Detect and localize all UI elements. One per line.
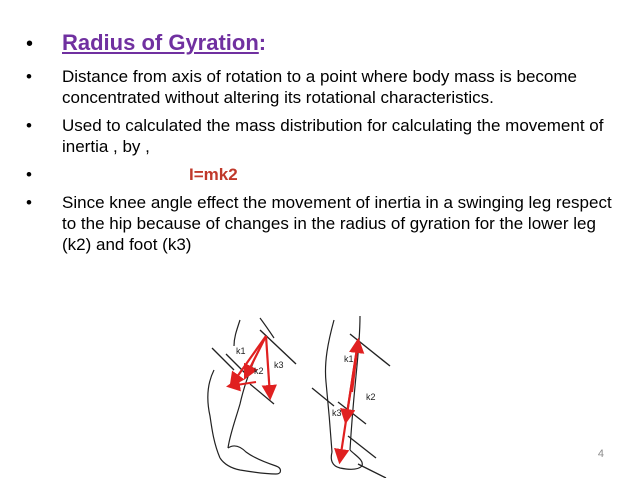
left-leg-figure (208, 318, 296, 474)
slide-title: Radius of Gyration (62, 30, 259, 55)
left-foot-outline (220, 446, 281, 474)
left-hip-axis-line (260, 330, 296, 364)
left-thigh-outline (234, 318, 274, 346)
right-k2-label: k2 (366, 392, 376, 402)
left-k1-label: k1 (236, 346, 246, 356)
page-number: 4 (597, 448, 604, 460)
right-ref-line-4 (358, 464, 386, 478)
bullet-dot: • (26, 165, 32, 184)
right-k3-label: k3 (332, 408, 342, 418)
leg-gyration-figure (200, 312, 430, 478)
bullet-item (26, 66, 616, 108)
bullet-text: Distance from axis of rotation to a point where body mass is become concentrated without altering its rotational characteristics. (62, 67, 577, 107)
bullet-item (26, 192, 616, 255)
right-leg-figure (312, 316, 390, 478)
bullet-text: Since knee angle effect the movement of inertia in a swinging leg respect to the hip because of changes in the radius of gyration for the lower leg (k2) and foot (k3) (62, 193, 612, 254)
right-ref-line-1 (312, 388, 334, 406)
bullet-list (26, 30, 616, 262)
bullet-item (26, 115, 616, 157)
left-k2-arrow (232, 336, 266, 384)
inertia-formula: I=mk2 (189, 165, 238, 184)
title-colon: : (258, 30, 267, 55)
right-ref-line-3 (348, 436, 376, 458)
bullet-dot: • (26, 33, 34, 55)
left-k3-label: k3 (274, 360, 284, 370)
right-k1-label: k1 (344, 354, 354, 364)
right-leg-outline (325, 316, 360, 452)
formula-bullet (26, 164, 616, 185)
bullet-dot: • (26, 193, 32, 212)
title-bullet (26, 30, 616, 56)
left-k3-arrow (266, 336, 270, 396)
bullet-dot: • (26, 67, 32, 86)
left-k2-label: k2 (254, 366, 264, 376)
right-foot-outline (331, 450, 362, 469)
bullet-text: Used to calculated the mass distribution for calculating the movement of inertia , by , (62, 116, 604, 156)
bullet-dot: • (26, 116, 32, 135)
